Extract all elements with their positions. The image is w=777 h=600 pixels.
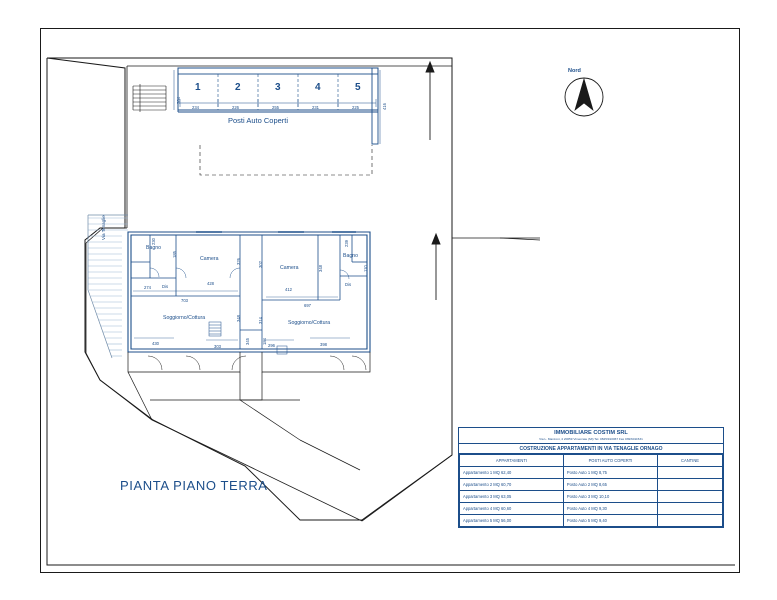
- room-label: Soggiorno/Cottura: [163, 315, 206, 321]
- apartment-cell: Appartamento 1 MQ 62,40: [460, 467, 564, 479]
- room-label: Camera: [280, 265, 299, 271]
- parking-cell: Posto Auto 4 MQ 9,30: [563, 503, 657, 515]
- dimension-text: 398: [320, 342, 327, 347]
- parking-area-label: Posti Auto Coperti: [228, 116, 289, 125]
- page-title: PIANTA PIANO TERRA: [120, 478, 268, 493]
- parking-slot-width: 225: [352, 105, 359, 110]
- table-header-row: [460, 455, 723, 467]
- dimension-text: 412: [285, 287, 292, 292]
- parking-cell: Posto Auto 3 MQ 10,10: [563, 491, 657, 503]
- room-label: Camera: [200, 256, 219, 262]
- dimension-text: 697: [304, 303, 311, 308]
- cellar-cell: [658, 479, 723, 491]
- parking-slot-number: 5: [355, 82, 361, 93]
- column-header-parking: POSTI AUTO COPERTI: [563, 455, 657, 467]
- parking-cell: Posto Auto 1 MQ 8,75: [563, 467, 657, 479]
- dimension-text: 303: [214, 344, 221, 349]
- dimension-text: 314: [258, 317, 263, 324]
- parking-slot-width: 226: [232, 105, 239, 110]
- cellar-cell: [658, 503, 723, 515]
- title-block-header: [459, 428, 723, 444]
- room-label: Bagno: [343, 253, 359, 259]
- dimension-text: 428: [207, 281, 214, 286]
- company-address: Via L. Manzoni, 4 20059 Vimercate (MI) Tel. 0825/910067 Fax 039/6011531: [539, 436, 643, 441]
- parking-slot-number: 2: [235, 82, 241, 93]
- dimension-text: 296: [268, 343, 275, 348]
- column-header-cellars: CANTINE: [658, 455, 723, 467]
- dimension-text: 274: [144, 285, 151, 290]
- dimension-text: 230: [151, 238, 156, 245]
- apartment-cell: Appartamento 4 MQ 60,60: [460, 503, 564, 515]
- parking-slot-number: 3: [275, 82, 281, 93]
- parking-slot-width: 255: [272, 105, 279, 110]
- parking-slot-width: 234: [192, 105, 199, 110]
- dimension-text: 184: [262, 338, 267, 345]
- dimension-text: 110: [363, 265, 368, 272]
- table-row: [460, 479, 723, 491]
- north-label: Nord: [568, 68, 581, 74]
- parking-cell: Posto Auto 2 MQ 8,65: [563, 479, 657, 491]
- parking-cell: Posto Auto 5 MQ 9,40: [563, 515, 657, 527]
- dimension-text: 703: [181, 298, 188, 303]
- dimension-text: 185: [172, 251, 177, 258]
- title-block: [458, 427, 724, 528]
- parking-side-dimension: 384: [176, 97, 181, 104]
- dimension-text: 348: [236, 315, 241, 322]
- parking-slot-number: 4: [315, 82, 321, 93]
- apartment-cell: Appartamento 5 MQ 56,00: [460, 515, 564, 527]
- company-name: IMMOBILIARE COSTIM SRL: [554, 430, 628, 436]
- column-header-apartments: APPARTAMENTI: [460, 455, 564, 467]
- dimension-text: 345: [245, 338, 250, 345]
- project-subtitle: COSTRUZIONE APPARTAMENTI IN VIA TENAGLIE ORNAGO: [519, 445, 663, 452]
- table-row: [460, 491, 723, 503]
- dimension-text: 430: [152, 341, 159, 346]
- cellar-cell: [658, 491, 723, 503]
- areas-table: [459, 454, 723, 527]
- dimension-text: 239: [344, 240, 349, 247]
- room-label: Dis: [345, 282, 352, 287]
- apartment-cell: Appartamento 3 MQ 63,05: [460, 491, 564, 503]
- dimension-text: 326: [236, 258, 241, 265]
- room-label: Soggiorno/Cottura: [288, 320, 331, 326]
- cellar-cell: [658, 467, 723, 479]
- parking-side-dimension: 416: [382, 103, 387, 110]
- project-subtitle-row: [459, 444, 723, 454]
- apartment-cell: Appartamento 2 MQ 60,70: [460, 479, 564, 491]
- table-row: [460, 503, 723, 515]
- dimension-text: 302: [258, 261, 263, 268]
- table-row: [460, 515, 723, 527]
- cellar-cell: [658, 515, 723, 527]
- room-label: Bagno: [146, 245, 162, 251]
- street-label: Via Tenaglie: [101, 215, 106, 240]
- dimension-text: 348: [318, 265, 323, 272]
- parking-slot-width: 231: [312, 105, 319, 110]
- room-label: Dis: [162, 284, 169, 289]
- parking-slot-number: 1: [195, 82, 201, 93]
- table-row: [460, 467, 723, 479]
